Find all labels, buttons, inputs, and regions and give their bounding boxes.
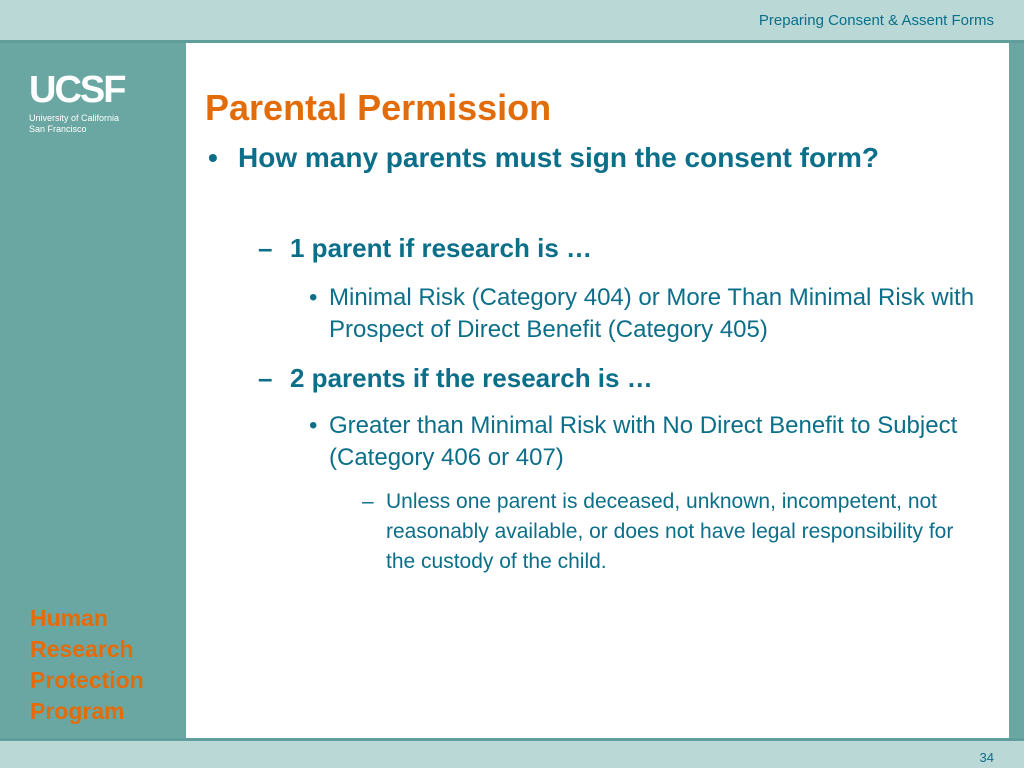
one-parent-detail-text: Minimal Risk (Category 404) or More Than Minimal Risk with Prospect of Direct Benefit (Category 405) bbox=[329, 284, 975, 343]
two-parents-text: 2 parents if the research is … bbox=[290, 363, 653, 393]
bullet-question bbox=[208, 139, 938, 176]
program-line-2: Research bbox=[30, 636, 134, 662]
bullet-marker: • bbox=[208, 142, 218, 173]
logo-line-2: San Francisco bbox=[29, 124, 87, 134]
logo-line-1: University of California bbox=[29, 113, 120, 123]
one-parent-text: 1 parent if research is … bbox=[290, 233, 593, 263]
program-line-3: Protection bbox=[30, 667, 144, 693]
two-parents-detail-text: Greater than Minimal Risk with No Direct Benefit to Subject (Category 406 or 407) bbox=[329, 412, 958, 471]
question-text: How many parents must sign the consent form? bbox=[238, 142, 879, 173]
sub-bullet-one-parent bbox=[258, 232, 970, 264]
presentation-title: Preparing Consent & Assent Forms bbox=[758, 12, 994, 29]
slide-content bbox=[186, 43, 1009, 738]
dash-marker: – bbox=[258, 233, 273, 263]
dash-marker: – bbox=[362, 490, 374, 513]
ucsf-logo bbox=[29, 71, 124, 135]
dash-marker: – bbox=[258, 363, 273, 393]
program-line-4: Program bbox=[30, 698, 125, 724]
logo-subtitle bbox=[29, 113, 124, 135]
footer-band bbox=[0, 738, 1024, 768]
detail-one-parent bbox=[309, 282, 979, 346]
exception-text: Unless one parent is deceased, unknown, incompetent, not reasonably available, or does not have legal responsibility for the custody of the child. bbox=[386, 490, 954, 573]
exception-item bbox=[362, 487, 986, 577]
logo-mark: UCSF bbox=[29, 69, 125, 111]
slide-title: Parental Permission bbox=[205, 87, 552, 128]
bullet-marker: • bbox=[309, 412, 318, 439]
detail-two-parents bbox=[309, 410, 979, 474]
program-line-1: Human bbox=[30, 605, 108, 631]
right-border-strip bbox=[1009, 43, 1024, 738]
program-name bbox=[30, 603, 144, 727]
sub-bullet-two-parents bbox=[258, 362, 970, 394]
page-number: 34 bbox=[979, 750, 994, 765]
header-band bbox=[0, 0, 1024, 43]
sidebar bbox=[0, 43, 186, 738]
bullet-marker: • bbox=[309, 284, 318, 311]
